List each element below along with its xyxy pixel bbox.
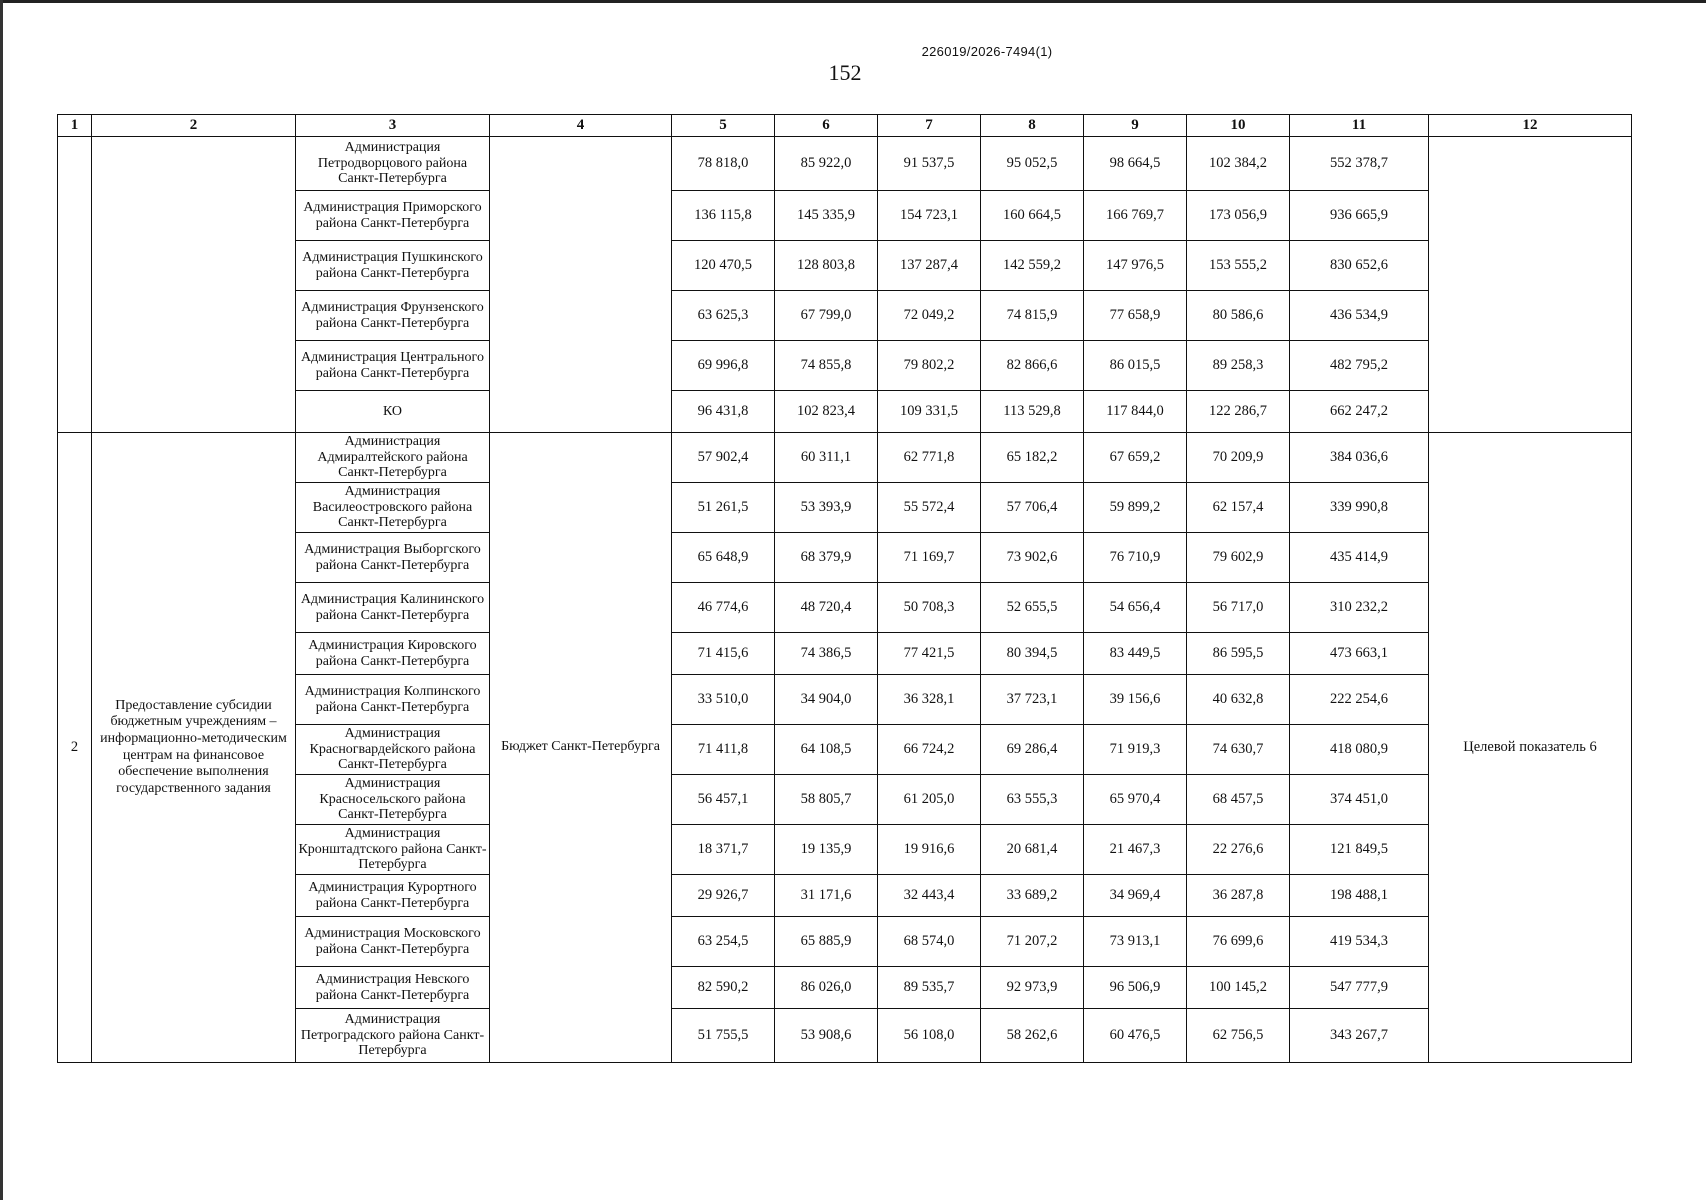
value-cell: 310 232,2: [1290, 583, 1429, 633]
executor-cell: Администрация Московского района Санкт-Петербурга: [296, 917, 490, 967]
value-cell: 76 710,9: [1084, 533, 1187, 583]
value-cell: 39 156,6: [1084, 675, 1187, 725]
value-cell: 72 049,2: [878, 291, 981, 341]
value-cell: 91 537,5: [878, 137, 981, 191]
value-cell: 86 595,5: [1187, 633, 1290, 675]
value-cell: 154 723,1: [878, 191, 981, 241]
value-cell: 68 574,0: [878, 917, 981, 967]
value-cell: 65 182,2: [981, 433, 1084, 483]
value-cell: 198 488,1: [1290, 875, 1429, 917]
executor-cell: Администрация Выборгского района Санкт-Петербурга: [296, 533, 490, 583]
value-cell: 92 973,9: [981, 967, 1084, 1009]
executor-cell: Администрация Невского района Санкт-Петербурга: [296, 967, 490, 1009]
executor-cell: Администрация Колпинского района Санкт-Петербурга: [296, 675, 490, 725]
value-cell: 58 262,6: [981, 1009, 1084, 1063]
value-cell: 67 659,2: [1084, 433, 1187, 483]
executor-cell: Администрация Кронштадтского района Санкт-Петербурга: [296, 825, 490, 875]
value-cell: 142 559,2: [981, 241, 1084, 291]
value-cell: 436 534,9: [1290, 291, 1429, 341]
col-header: 12: [1429, 115, 1632, 137]
value-cell: 98 664,5: [1084, 137, 1187, 191]
value-cell: 102 384,2: [1187, 137, 1290, 191]
executor-cell: Администрация Красногвардейского района Санкт-Петербурга: [296, 725, 490, 775]
value-cell: 56 717,0: [1187, 583, 1290, 633]
budget-table: [57, 114, 1632, 1063]
indicator-cell: [1429, 137, 1632, 433]
value-cell: 419 534,3: [1290, 917, 1429, 967]
funding-source-cell: Бюджет Санкт-Петербурга: [490, 433, 672, 1063]
value-cell: 60 311,1: [775, 433, 878, 483]
value-cell: 82 590,2: [672, 967, 775, 1009]
value-cell: 71 919,3: [1084, 725, 1187, 775]
value-cell: 18 371,7: [672, 825, 775, 875]
header-row: [58, 115, 1632, 137]
value-cell: 128 803,8: [775, 241, 878, 291]
col-header: 8: [981, 115, 1084, 137]
col-header: 9: [1084, 115, 1187, 137]
executor-cell: Администрация Петроградского района Санкт-Петербурга: [296, 1009, 490, 1063]
value-cell: 82 866,6: [981, 341, 1084, 391]
value-cell: 32 443,4: [878, 875, 981, 917]
scan-edge-left: [0, 0, 3, 1200]
value-cell: 65 885,9: [775, 917, 878, 967]
value-cell: 145 335,9: [775, 191, 878, 241]
executor-cell: Администрация Василеостровского района Санкт-Петербурга: [296, 483, 490, 533]
value-cell: 74 630,7: [1187, 725, 1290, 775]
page-number: 152: [828, 60, 862, 85]
value-cell: 60 476,5: [1084, 1009, 1187, 1063]
value-cell: 547 777,9: [1290, 967, 1429, 1009]
value-cell: 66 724,2: [878, 725, 981, 775]
value-cell: 37 723,1: [981, 675, 1084, 725]
value-cell: 473 663,1: [1290, 633, 1429, 675]
col-header: 6: [775, 115, 878, 137]
value-cell: 74 386,5: [775, 633, 878, 675]
value-cell: 56 108,0: [878, 1009, 981, 1063]
value-cell: 85 922,0: [775, 137, 878, 191]
value-cell: 374 451,0: [1290, 775, 1429, 825]
value-cell: 50 708,3: [878, 583, 981, 633]
executor-cell: Администрация Кировского района Санкт-Петербурга: [296, 633, 490, 675]
value-cell: 70 209,9: [1187, 433, 1290, 483]
value-cell: 71 169,7: [878, 533, 981, 583]
value-cell: 69 996,8: [672, 341, 775, 391]
value-cell: 71 415,6: [672, 633, 775, 675]
value-cell: 78 818,0: [672, 137, 775, 191]
value-cell: 34 904,0: [775, 675, 878, 725]
value-cell: 80 586,6: [1187, 291, 1290, 341]
value-cell: 57 902,4: [672, 433, 775, 483]
value-cell: 222 254,6: [1290, 675, 1429, 725]
value-cell: 62 756,5: [1187, 1009, 1290, 1063]
row-number-cell: 2: [58, 433, 92, 1063]
value-cell: 122 286,7: [1187, 391, 1290, 433]
value-cell: 77 658,9: [1084, 291, 1187, 341]
value-cell: 71 411,8: [672, 725, 775, 775]
executor-cell: Администрация Приморского района Санкт-Петербурга: [296, 191, 490, 241]
value-cell: 36 287,8: [1187, 875, 1290, 917]
value-cell: 53 908,6: [775, 1009, 878, 1063]
funding-source-cell: [490, 137, 672, 433]
value-cell: 109 331,5: [878, 391, 981, 433]
value-cell: 418 080,9: [1290, 725, 1429, 775]
value-cell: 80 394,5: [981, 633, 1084, 675]
value-cell: 166 769,7: [1084, 191, 1187, 241]
document-id: 226019/2026-7494(1): [921, 44, 1053, 59]
executor-cell: Администрация Петродворцового района Санкт-Петербурга: [296, 137, 490, 191]
value-cell: 57 706,4: [981, 483, 1084, 533]
value-cell: 83 449,5: [1084, 633, 1187, 675]
value-cell: 71 207,2: [981, 917, 1084, 967]
col-header: 3: [296, 115, 490, 137]
value-cell: 74 815,9: [981, 291, 1084, 341]
value-cell: 33 510,0: [672, 675, 775, 725]
description-cell: [92, 137, 296, 433]
value-cell: 29 926,7: [672, 875, 775, 917]
col-header: 1: [58, 115, 92, 137]
value-cell: 86 015,5: [1084, 341, 1187, 391]
value-cell: 33 689,2: [981, 875, 1084, 917]
value-cell: 61 205,0: [878, 775, 981, 825]
value-cell: 19 135,9: [775, 825, 878, 875]
value-cell: 120 470,5: [672, 241, 775, 291]
value-cell: 147 976,5: [1084, 241, 1187, 291]
value-cell: 160 664,5: [981, 191, 1084, 241]
col-header: 7: [878, 115, 981, 137]
value-cell: 73 913,1: [1084, 917, 1187, 967]
value-cell: 62 771,8: [878, 433, 981, 483]
value-cell: 68 457,5: [1187, 775, 1290, 825]
value-cell: 51 755,5: [672, 1009, 775, 1063]
value-cell: 68 379,9: [775, 533, 878, 583]
value-cell: 58 805,7: [775, 775, 878, 825]
value-cell: 79 602,9: [1187, 533, 1290, 583]
value-cell: 59 899,2: [1084, 483, 1187, 533]
indicator-cell: Целевой показатель 6: [1429, 433, 1632, 1063]
description-cell: Предоставление субсидии бюджетным учреждениям – информационно-методическим центрам на финансовое обеспечение выполнения государственного задания: [92, 433, 296, 1063]
value-cell: 52 655,5: [981, 583, 1084, 633]
value-cell: 113 529,8: [981, 391, 1084, 433]
value-cell: 96 431,8: [672, 391, 775, 433]
value-cell: 102 823,4: [775, 391, 878, 433]
value-cell: 21 467,3: [1084, 825, 1187, 875]
value-cell: 76 699,6: [1187, 917, 1290, 967]
value-cell: 46 774,6: [672, 583, 775, 633]
value-cell: 34 969,4: [1084, 875, 1187, 917]
value-cell: 95 052,5: [981, 137, 1084, 191]
value-cell: 830 652,6: [1290, 241, 1429, 291]
col-header: 5: [672, 115, 775, 137]
col-header: 10: [1187, 115, 1290, 137]
value-cell: 56 457,1: [672, 775, 775, 825]
value-cell: 65 648,9: [672, 533, 775, 583]
value-cell: 96 506,9: [1084, 967, 1187, 1009]
row-number-cell: [58, 137, 92, 433]
value-cell: 89 535,7: [878, 967, 981, 1009]
value-cell: 55 572,4: [878, 483, 981, 533]
col-header: 2: [92, 115, 296, 137]
value-cell: 343 267,7: [1290, 1009, 1429, 1063]
value-cell: 36 328,1: [878, 675, 981, 725]
value-cell: 79 802,2: [878, 341, 981, 391]
value-cell: 74 855,8: [775, 341, 878, 391]
value-cell: 77 421,5: [878, 633, 981, 675]
executor-cell: Администрация Курортного района Санкт-Петербурга: [296, 875, 490, 917]
value-cell: 20 681,4: [981, 825, 1084, 875]
value-cell: 31 171,6: [775, 875, 878, 917]
value-cell: 63 625,3: [672, 291, 775, 341]
value-cell: 63 555,3: [981, 775, 1084, 825]
col-header: 11: [1290, 115, 1429, 137]
table-body: [58, 137, 1632, 1063]
executor-cell: Администрация Красносельского района Санкт-Петербурга: [296, 775, 490, 825]
value-cell: 121 849,5: [1290, 825, 1429, 875]
value-cell: 64 108,5: [775, 725, 878, 775]
value-cell: 67 799,0: [775, 291, 878, 341]
value-cell: 117 844,0: [1084, 391, 1187, 433]
table-row: [58, 433, 1632, 483]
value-cell: 136 115,8: [672, 191, 775, 241]
value-cell: 65 970,4: [1084, 775, 1187, 825]
executor-cell: Администрация Адмиралтейского района Санкт-Петербурга: [296, 433, 490, 483]
col-header: 4: [490, 115, 672, 137]
executor-cell: Администрация Центрального района Санкт-Петербурга: [296, 341, 490, 391]
value-cell: 69 286,4: [981, 725, 1084, 775]
executor-cell: Администрация Пушкинского района Санкт-Петербурга: [296, 241, 490, 291]
table-row: [58, 137, 1632, 191]
value-cell: 19 916,6: [878, 825, 981, 875]
scan-edge-top: [0, 0, 1706, 3]
value-cell: 173 056,9: [1187, 191, 1290, 241]
value-cell: 153 555,2: [1187, 241, 1290, 291]
value-cell: 482 795,2: [1290, 341, 1429, 391]
value-cell: 54 656,4: [1084, 583, 1187, 633]
value-cell: 86 026,0: [775, 967, 878, 1009]
value-cell: 48 720,4: [775, 583, 878, 633]
value-cell: 552 378,7: [1290, 137, 1429, 191]
value-cell: 339 990,8: [1290, 483, 1429, 533]
value-cell: 63 254,5: [672, 917, 775, 967]
value-cell: 40 632,8: [1187, 675, 1290, 725]
value-cell: 435 414,9: [1290, 533, 1429, 583]
executor-cell: КО: [296, 391, 490, 433]
value-cell: 22 276,6: [1187, 825, 1290, 875]
value-cell: 73 902,6: [981, 533, 1084, 583]
value-cell: 137 287,4: [878, 241, 981, 291]
value-cell: 384 036,6: [1290, 433, 1429, 483]
value-cell: 89 258,3: [1187, 341, 1290, 391]
value-cell: 100 145,2: [1187, 967, 1290, 1009]
value-cell: 62 157,4: [1187, 483, 1290, 533]
executor-cell: Администрация Фрунзенского района Санкт-Петербурга: [296, 291, 490, 341]
executor-cell: Администрация Калининского района Санкт-Петербурга: [296, 583, 490, 633]
value-cell: 662 247,2: [1290, 391, 1429, 433]
value-cell: 936 665,9: [1290, 191, 1429, 241]
value-cell: 51 261,5: [672, 483, 775, 533]
value-cell: 53 393,9: [775, 483, 878, 533]
